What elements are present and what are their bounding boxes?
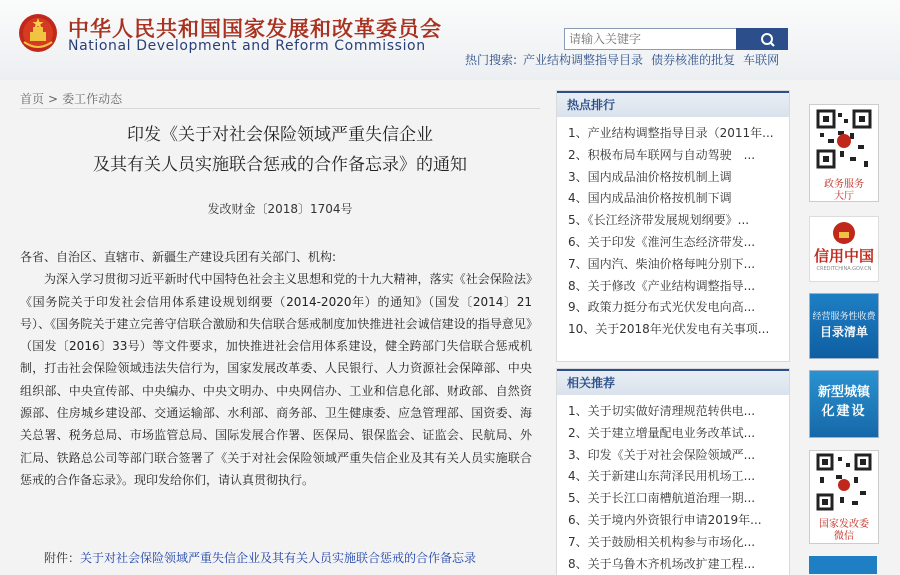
hot-rank-item[interactable]: 9、政策力挺分布式光伏发电向高... (568, 300, 756, 315)
service-hall-qr[interactable] (809, 104, 879, 202)
hot-rank-item[interactable]: 6、关于印发《淮河生态经济带发... (568, 234, 756, 249)
related-item[interactable]: 4、关于新建山东菏泽民用机场工... (568, 469, 756, 484)
side-banner-partial[interactable] (809, 556, 877, 574)
site-title-en: National Development and Reform Commission (68, 38, 426, 54)
hot-rank-item[interactable]: 1、产业结构调整指导目录（2011年... (568, 126, 774, 140)
wechat-qr[interactable] (809, 450, 879, 544)
hot-rank-item[interactable]: 5、《长江经济带发展规划纲要》... (568, 213, 750, 228)
hot-search (465, 51, 779, 68)
related-item[interactable]: 6、关于境内外资银行申请2019年... (568, 512, 762, 527)
fee-catalog-banner[interactable] (809, 293, 879, 359)
search-icon (742, 29, 794, 51)
related-item[interactable]: 2、关于建立增量配电业务改革试... (568, 425, 756, 440)
hot-rank-item[interactable]: 3、国内成品油价格按机制上调 (568, 169, 732, 184)
hot-rank-item[interactable]: 2、积极布局车联网与自动驾驶 ... (568, 147, 756, 162)
site-title-cn: 中华人民共和国国家发展和改革委员会 (68, 17, 442, 41)
breadcrumb (20, 90, 122, 107)
search-input[interactable] (564, 28, 740, 50)
emblem-icon (810, 220, 878, 246)
related-title: 相关推荐 (557, 369, 789, 395)
search-button[interactable] (736, 28, 788, 50)
urbanization-line1: 新型城镇 (817, 385, 870, 400)
hot-search-link[interactable]: 产业结构调整指导目录 (523, 53, 644, 67)
related-item[interactable]: 8、关于乌鲁木齐机场改扩建工程... (568, 556, 756, 571)
article-title (20, 120, 540, 180)
related-item[interactable]: 5、关于长江口南槽航道治理一期... (568, 491, 756, 506)
related-item[interactable]: 1、关于切实做好清理规范转供电... (568, 404, 756, 418)
related-item[interactable]: 3、印发《关于对社会保险领域严... (568, 447, 756, 462)
qr-caption: 国家发改委微信 (819, 519, 869, 542)
document-number: 发改财金〔2018〕1704号 (207, 202, 353, 216)
urbanization-banner[interactable] (809, 370, 879, 438)
attachment-label: 附件： (44, 551, 81, 565)
related-panel (556, 368, 790, 575)
fee-catalog-line2: 目录清单 (819, 325, 868, 339)
attachment (44, 549, 476, 566)
site-header (0, 0, 900, 80)
urbanization-line2: 化建设 (821, 404, 867, 419)
qr-caption: 政务服务大厅 (824, 179, 864, 202)
hot-search-link[interactable]: 债券核准的批复 (651, 53, 736, 67)
hot-rank-item[interactable]: 7、国内汽、柴油价格每吨分别下... (568, 256, 756, 271)
hot-rank-panel (556, 90, 790, 362)
article-salutation: 各省、自治区、直辖市、新疆生产建设兵团有关部门、机构: (20, 250, 337, 264)
search-box (564, 28, 788, 50)
article-title-line: 及其有关人员实施联合惩戒的合作备忘录》的通知 (93, 155, 467, 175)
breadcrumb-home[interactable]: 首页 (20, 92, 45, 106)
related-item[interactable]: 7、关于鼓励相关机构参与市场化... (568, 534, 756, 549)
fee-catalog-line1: 经营服务性收费 (812, 312, 876, 322)
credit-china-banner[interactable] (809, 216, 879, 282)
attachment-link[interactable]: 关于对社会保险领域严重失信企业及其有关人员实施联合惩戒的合作备忘录 (80, 551, 477, 565)
hot-rank-item[interactable]: 4、国内成品油价格按机制下调 (568, 191, 732, 206)
hot-rank-title: 热点排行 (557, 91, 789, 117)
hot-search-label: 热门搜索: (465, 53, 518, 67)
article-paragraph: 为深入学习贯彻习近平新时代中国特色社会主义思想和党的十九大精神，落实《社会保险法》《国务院关于印发社会信用体系建设规划纲要（2014-2020年）的通知》（国发〔2014〕21号）、《国务院关于建立完善守信联合激励和失信联合惩戒制度加快推进社会诚信建设的指导意见》（国发〔2016〕33号）等文件要求，加快推进社会信用体系建设，健全跨部门失信联合惩戒机制，打击社会保险领域违法失信行为，国家发展改革委、人民银行、人力资源社会保障部、中央组织部、中央宣传部、中央编办、中央文明办、中央网信办、工业和信息化部、财政部、自然资源部、住房城乡建设部、交通运输部、水利部、商务部、卫生健康委、应急管理部、国资委、海关总署、税务总局、市场监管总局、国际发展合作署、医保局、银保监会、证监会、民航局、外汇局、铁路总公司等部门联合签署了《关于对社会保险领域严重失信企业及其有关人员实施联合惩戒的合作备忘录》。现印发给你们，请认真贯彻执行。 (20, 272, 532, 487)
article-title-line: 印发《关于对社会保险领域严重失信企业 (127, 125, 433, 145)
credit-china-url: CREDITCHINA.GOV.CN (816, 266, 872, 272)
breadcrumb-separator: > (48, 92, 59, 106)
credit-china-text: 信用中国 (813, 247, 874, 265)
breadcrumb-current[interactable]: 委工作动态 (62, 92, 123, 106)
article-body (20, 246, 532, 491)
hot-rank-item[interactable]: 10、关于2018年光伏发电有关事项... (568, 322, 770, 337)
national-emblem-icon (18, 12, 58, 54)
hot-rank-item[interactable]: 8、关于修改《产业结构调整指导... (568, 278, 756, 293)
qr-code-icon (810, 451, 878, 515)
divider (20, 108, 540, 109)
qr-code-icon (810, 105, 878, 175)
hot-search-link[interactable]: 车联网 (743, 53, 780, 67)
